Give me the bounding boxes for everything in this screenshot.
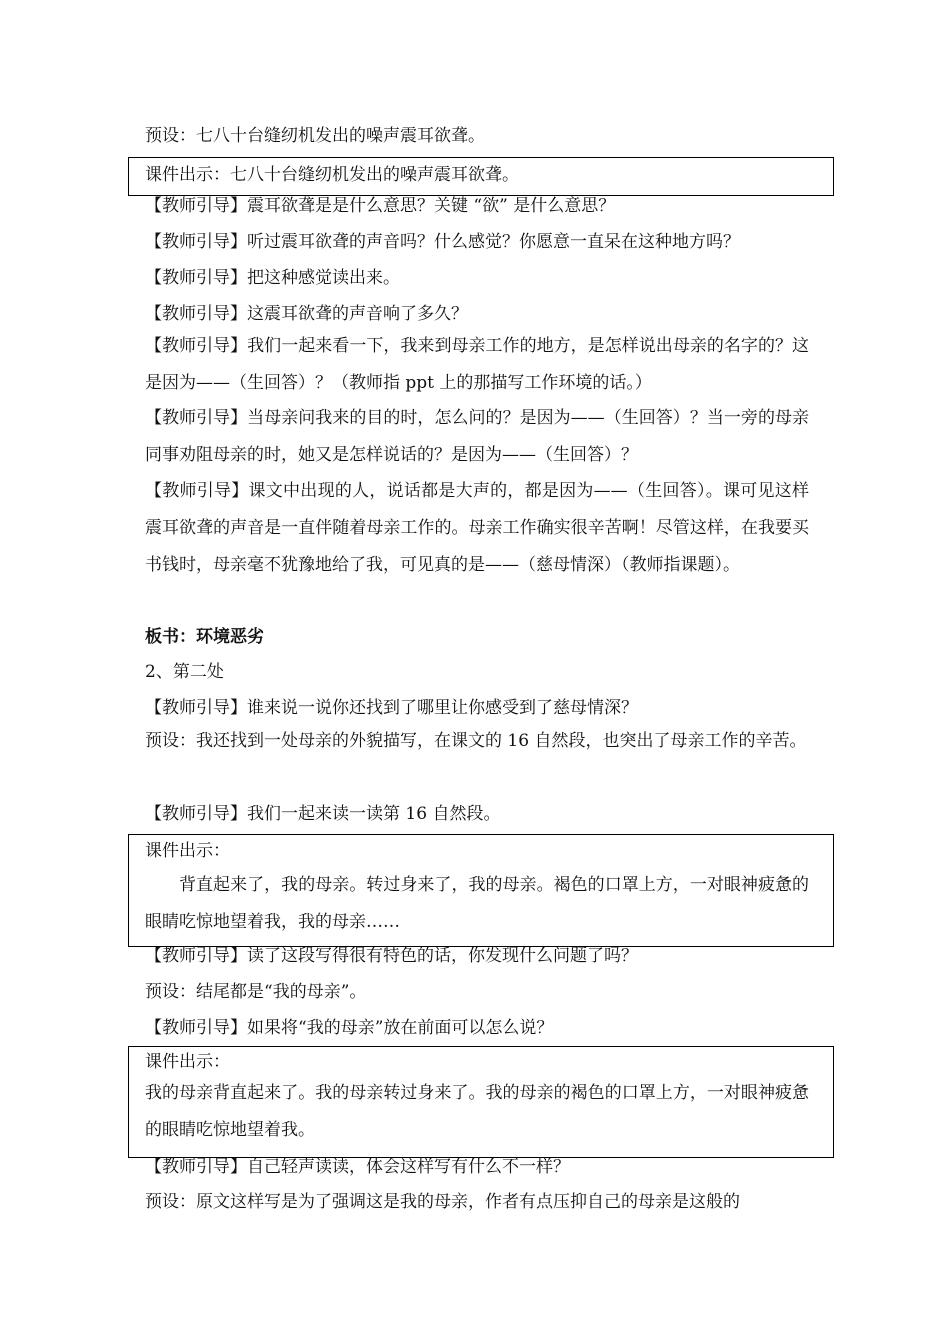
courseware-title: 课件出示： xyxy=(145,841,230,861)
courseware-text: 背直起来了，我的母亲。转过身来了，我的母亲。褐色的口罩上方，一对眼神疲惫的眼睛吃惊地望着我，我的母亲…… xyxy=(145,875,809,932)
paragraph: 【教师引导】我们一起来看一下，我来到母亲工作的地方，是怎样说出母亲的名字的？这是因为——（生回答）？（教师指 ppt 上的那描写工作环境的话。） xyxy=(145,336,809,393)
text-line: 【教师引导】把这种感觉读出来。 xyxy=(145,268,400,288)
text-line: 预设：七八十台缝纫机发出的噪声震耳欲聋。 xyxy=(145,126,485,146)
text-line: 【教师引导】我们一起来读一读第 16 自然段。 xyxy=(145,804,501,824)
text-line: 【教师引导】自己轻声读读，体会这样写有什么不一样？ xyxy=(145,1157,570,1177)
text-line: 预设：原文这样写是为了强调这是我的母亲，作者有点压抑自己的母亲是这般的 xyxy=(145,1192,740,1212)
courseware-text: 我的母亲背直起来了。我的母亲转过身来了。我的母亲的褐色的口罩上方，一对眼神疲惫的眼睛吃惊地望着我。 xyxy=(145,1083,809,1140)
text-line: 【教师引导】如果将“我的母亲”放在前面可以怎么说？ xyxy=(145,1018,554,1038)
text-line: 【教师引导】震耳欲聋是是什么意思？关键 “欲” 是什么意思？ xyxy=(145,196,616,216)
paragraph: 【教师引导】当母亲问我来的目的时，怎么问的？是因为——（生回答）？当一旁的母亲同事劝阻母亲的时，她又是怎样说话的？是因为——（生回答）？ xyxy=(145,408,809,465)
courseware-box-1 xyxy=(128,157,834,196)
text-line: 【教师引导】听过震耳欲聋的声音吗？什么感觉？你愿意一直呆在这种地方吗？ xyxy=(145,232,740,252)
text-line: 【教师引导】读了这段写得很有特色的话，你发现什么问题了吗？ xyxy=(145,946,638,966)
courseware-box-3 xyxy=(128,1046,834,1158)
courseware-box-2 xyxy=(128,834,834,947)
board-note: 板书：环境恶劣 xyxy=(145,627,264,647)
courseware-title: 课件出示： xyxy=(145,1052,230,1072)
text-line: 预设：结尾都是“我的母亲”。 xyxy=(145,982,367,1002)
section-heading: 2、第二处 xyxy=(145,662,224,682)
paragraph: 预设：我还找到一处母亲的外貌描写，在课文的 16 自然段，也突出了母亲工作的辛苦。 xyxy=(145,731,807,751)
text-line: 【教师引导】谁来说一说你还找到了哪里让你感受到了慈母情深？ xyxy=(145,698,638,718)
paragraph: 【教师引导】课文中出现的人，说话都是大声的，都是因为——（生回答）。课可见这样震耳欲聋的声音是一直伴随着母亲工作的。母亲工作确实很辛苦啊！尽管这样，在我要买书钱时，母亲毫不犹豫地给了我，可见真的是——（慈母情深）（教师指课题）。 xyxy=(145,481,809,575)
text-line: 【教师引导】这震耳欲聋的声音响了多久？ xyxy=(145,304,468,324)
courseware-text: 课件出示：七八十台缝纫机发出的噪声震耳欲聋。 xyxy=(145,165,519,185)
